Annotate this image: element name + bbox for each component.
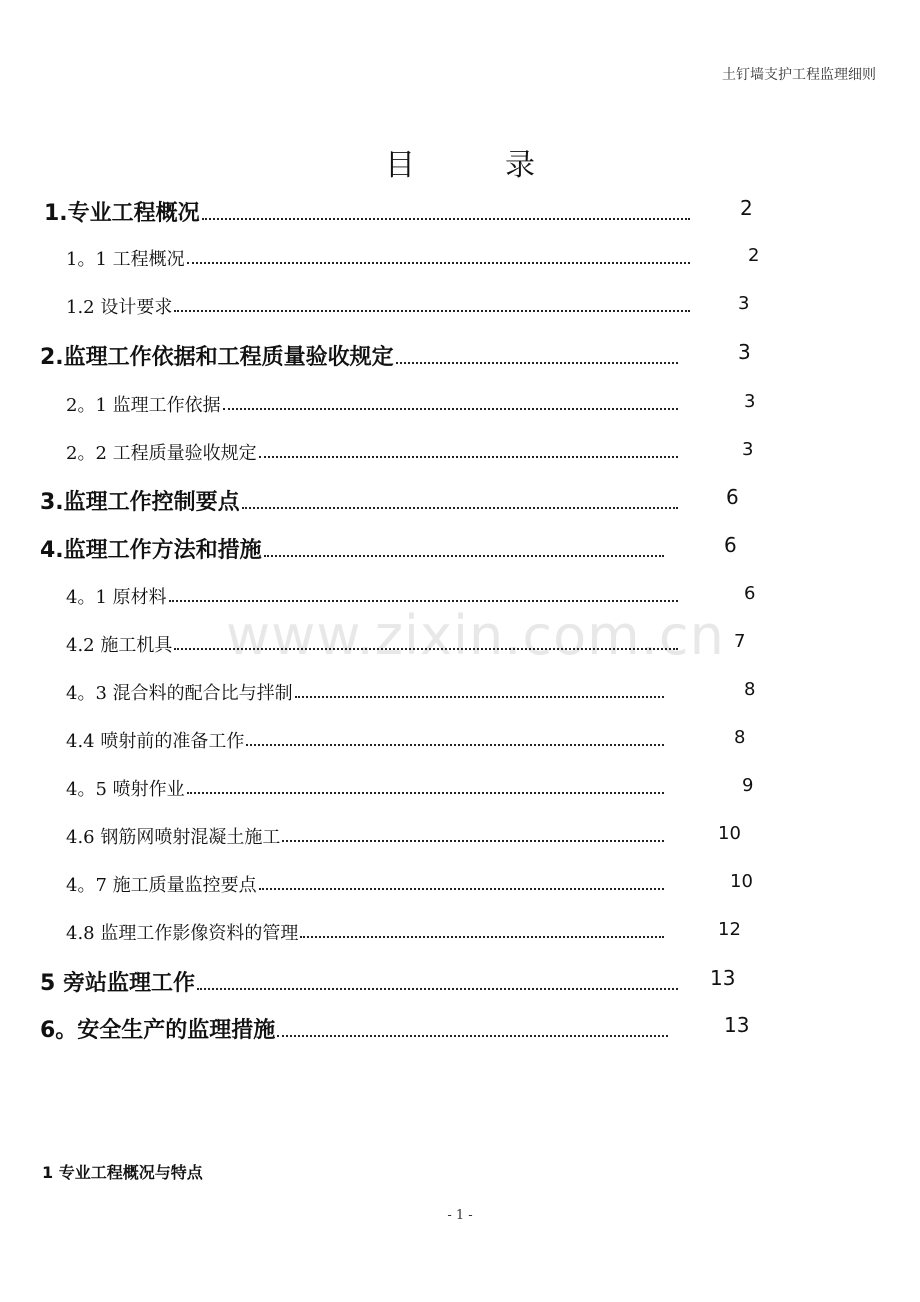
toc-entry-page: 6 <box>726 485 739 509</box>
toc-leader-dots <box>174 310 690 312</box>
page-number: - 1 - <box>447 1208 473 1223</box>
toc-leader-dots <box>169 600 678 602</box>
toc-entry-label: 2。1 监理工作依据 <box>66 395 221 416</box>
toc-entry-page: 6 <box>744 583 756 604</box>
toc-entry-page: 13 <box>724 1013 750 1037</box>
toc-leader-dots <box>300 936 664 938</box>
toc-entry[interactable] <box>66 823 741 849</box>
toc-entry-page: 3 <box>744 391 756 412</box>
toc-leader-dots <box>277 1035 668 1037</box>
toc-entry[interactable] <box>40 1013 750 1044</box>
toc-leader-dots <box>295 696 664 698</box>
toc-leader-dots <box>187 792 664 794</box>
toc-entry-page: 8 <box>744 679 756 700</box>
toc-entry[interactable] <box>66 439 754 465</box>
toc-entry-label: 4.监理工作方法和措施 <box>40 538 262 563</box>
section-heading: 1 专业工程概况与特点 <box>42 1163 203 1182</box>
toc-entry[interactable] <box>66 245 760 271</box>
toc-entry[interactable] <box>66 293 750 319</box>
title-char-left: 目 <box>385 148 415 183</box>
toc-entry-label: 2.监理工作依据和工程质量验收规定 <box>40 345 394 370</box>
title-char-right: 录 <box>505 148 535 183</box>
toc-entry[interactable] <box>40 966 736 997</box>
watermark: www.zixin.com.cn <box>226 604 725 667</box>
toc-entry-page: 3 <box>742 439 754 460</box>
toc-entry-label: 4.8 监理工作影像资料的管理 <box>66 923 299 944</box>
toc-entry[interactable] <box>66 727 746 753</box>
toc-entry-label: 4。5 喷射作业 <box>66 779 185 800</box>
toc-entry-label: 1。1 工程概况 <box>66 249 185 270</box>
toc-entry[interactable] <box>66 871 753 897</box>
toc-entry-page: 2 <box>748 245 760 266</box>
toc-entry[interactable] <box>66 919 741 945</box>
toc-entry-label: 1.2 设计要求 <box>66 297 173 318</box>
toc-entry-label: 3.监理工作控制要点 <box>40 490 240 515</box>
toc-entry-label: 4.2 施工机具 <box>66 635 173 656</box>
toc-entry-page: 10 <box>718 823 741 844</box>
toc-entry[interactable] <box>66 391 756 417</box>
toc-entry-page: 13 <box>710 966 736 990</box>
toc-entry-label: 4.6 钢筋网喷射混凝土施工 <box>66 827 281 848</box>
toc-entry-page: 9 <box>742 775 754 796</box>
toc-entry-label: 4.4 喷射前的准备工作 <box>66 731 245 752</box>
toc-entry-label: 5 旁站监理工作 <box>40 971 195 996</box>
toc-leader-dots <box>259 888 664 890</box>
toc-entry-label: 2。2 工程质量验收规定 <box>66 443 257 464</box>
toc-entry-page: 12 <box>718 919 741 940</box>
toc-leader-dots <box>396 362 678 364</box>
toc-entry-page: 6 <box>724 533 737 557</box>
toc-entry-label: 4。7 施工质量监控要点 <box>66 875 257 896</box>
toc-entry-page: 3 <box>738 340 751 364</box>
toc-entry-page: 2 <box>740 196 753 220</box>
toc-entry-page: 10 <box>730 871 753 892</box>
toc-entry[interactable] <box>66 631 746 657</box>
toc-leader-dots <box>246 744 664 746</box>
running-header: 土钉墙支护工程监理细则 <box>722 67 876 83</box>
toc-leader-dots <box>259 456 678 458</box>
toc-entry[interactable] <box>40 340 751 371</box>
toc-entry[interactable] <box>44 196 753 227</box>
toc-leader-dots <box>223 408 678 410</box>
toc-entry-label: 4。3 混合料的配合比与拌制 <box>66 683 293 704</box>
page-title <box>0 140 920 184</box>
toc-leader-dots <box>197 988 678 990</box>
toc-entry[interactable] <box>66 679 756 705</box>
toc-leader-dots <box>174 648 678 650</box>
toc-leader-dots <box>282 840 664 842</box>
toc-entry-page: 7 <box>734 631 746 652</box>
toc-entry[interactable] <box>40 485 739 516</box>
toc-entry-label: 4。1 原材料 <box>66 587 167 608</box>
toc-leader-dots <box>264 555 664 557</box>
toc-leader-dots <box>242 507 678 509</box>
toc-entry-label: 6。安全生产的监理措施 <box>40 1018 276 1043</box>
toc-entry-page: 3 <box>738 293 750 314</box>
toc-leader-dots <box>187 262 690 264</box>
toc-leader-dots <box>202 218 690 220</box>
toc-entry[interactable] <box>66 583 756 609</box>
toc-entry[interactable] <box>66 775 754 801</box>
toc-entry-label: 1.专业工程概况 <box>44 201 200 226</box>
toc-entry-page: 8 <box>734 727 746 748</box>
toc-entry[interactable] <box>40 533 737 564</box>
